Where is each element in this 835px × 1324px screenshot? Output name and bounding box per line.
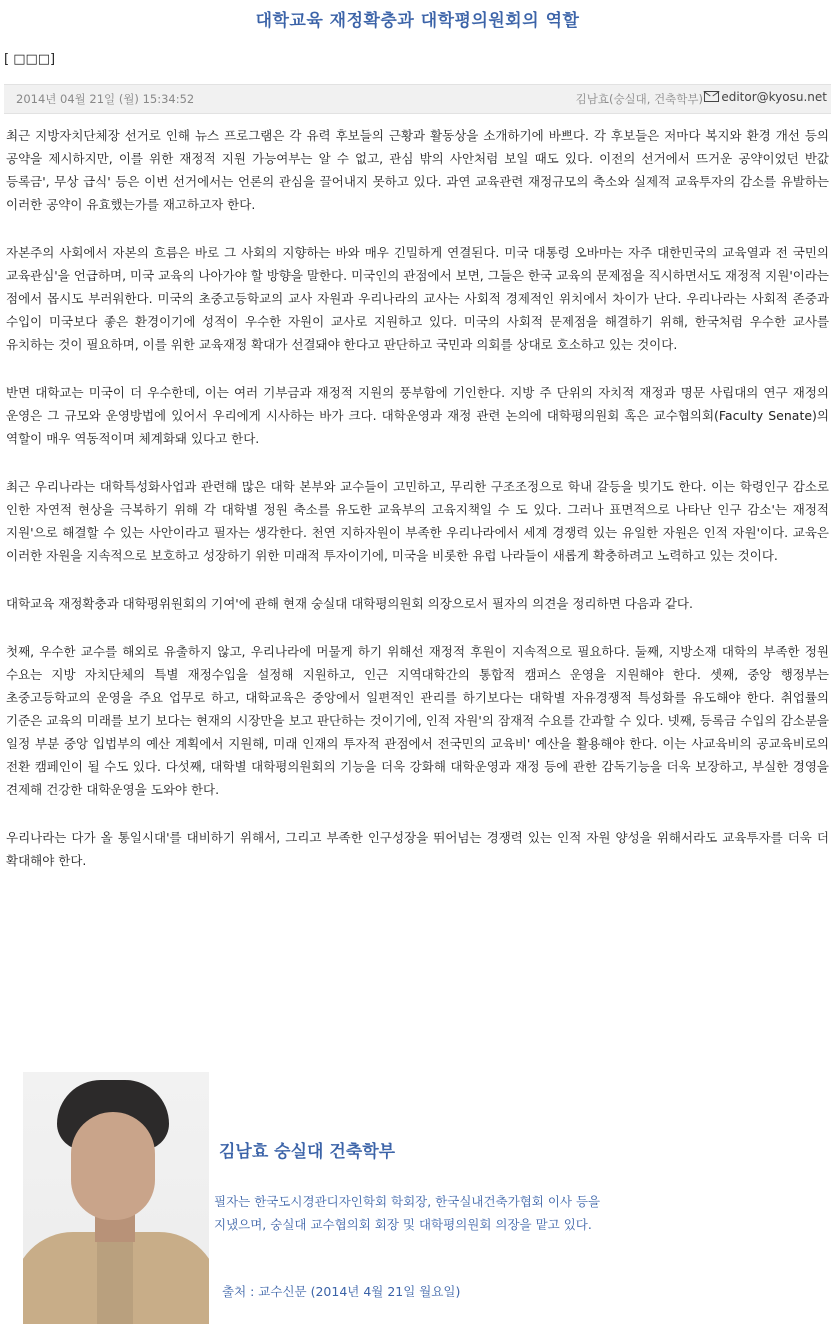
bio-desc-line: 필자는 한국도시경관디자인학회 학회장, 한국실내건축가협회 이사 등을 — [214, 1194, 601, 1209]
paragraph: 반면 대학교는 미국이 더 우수한데, 이는 여러 기부금과 재정적 지원의 풍부함에 기인한다. 지방 주 단위의 자치적 재정과 명문 사립대의 연구 재정의 운영은 그 규모와 운영방법에 있어서 우리에게 시사하는 바가 크다. 대학운영과 재정 관련 논의에 대학평의원회 혹은 교수협의회(Faculty Senate)의 역할이 매우 역동적이며 체계화돼 있다고 한다. — [6, 385, 829, 446]
article-title: 대학교육 재정확충과 대학평의원회의 역할 — [255, 11, 580, 31]
article-category-bracket: [ □□□] — [4, 52, 56, 67]
paragraph: 대학교육 재정확충과 대학평위원회의 기여'에 관해 현재 숭실대 대학평의원회 의장으로서 필자의 의견을 정리하면 다음과 같다. — [6, 596, 693, 611]
paragraph: 첫째, 우수한 교수를 해외로 유출하지 않고, 우리나라에 머물게 하기 위해선 재정적 후원이 지속적으로 필요하다. 둘째, 지방소재 대학의 부족한 정원 수요는 지방 자치단체의 특별 재정수입을 설정해 지원하고, 인근 지역대학간의 통합적 캠퍼스 운영을 지원해야 한다. 셋째, 중앙 행정부는 초중고등학교의 운영을 주요 업무로 하고, 대학교육은 중앙에서 일편적인 관리를 하기보다는 대학별 자유경쟁적 특성화를 유도해야 한다. 취업률의 기준은 교육의 미래를 보기 보다는 현재의 시장만을 보고 판단하는 것이기에, 인적 자원'의 잠재적 수요를 간과할 수 있다. 넷째, 등록금 수입의 감소분을 일정 부분 중앙 입법부의 예산 계획에서 지원해, 미래 인재의 투자적 관점에서 전국민의 교육비' 예산을 활용해야 한다. 이는 사교육비의 공교육비로의 전환 캠페인이 될 수도 있다. 다섯째, 대학별 대학평의원회의 기능을 더욱 강화해 대학운영과 재정 등에 관한 감독기능을 더욱 보장하고, 부실한 경영을 견제해 건강한 대학운영을 도와야 한다. — [6, 644, 829, 797]
article-meta-bar — [4, 84, 831, 114]
paragraph: 최근 우리나라는 대학특성화사업과 관련해 많은 대학 본부와 교수들이 고민하고, 무리한 구조조정으로 학내 갈등을 빚기도 한다. 이는 학령인구 감소로 인한 자연적 현상을 극복하기 위해 각 대학별 정원 축소를 유도한 교육부의 고육지책일 수 도 있다. 그러나 표면적으로 나타난 인구 감소'는 재정적 지원'으로 해결할 수 있는 사안이라고 필자는 생각한다. 천연 지하자원이 부족한 우리나라에서 세계 경쟁력 있는 유일한 자원은 인적 자원'이다. 교육은 이러한 자원을 지속적으로 보호하고 성장하기 위한 미래적 투자이기에, 미국을 비롯한 유럽 나라들이 새롭게 확충하려고 노력하고 있는 것이다. — [6, 479, 829, 563]
bio-description — [214, 1190, 814, 1236]
paragraph: 자본주의 사회에서 자본의 흐름은 바로 그 사회의 지향하는 바와 매우 긴밀하게 연결된다. 미국 대통령 오바마는 자주 대한민국의 교육열과 전 국민의 교육관심'을 언급하며, 미국 교육의 나아가야 할 방향을 말한다. 미국인의 관점에서 보면, 그들은 한국 교육의 문제점을 직시하면서도 재정적 지원'이라는 점에서 몹시도 부러워한다. 미국의 초중고등학교의 교사 자원과 우리나라의 교사는 사회적 경제적인 위치에서 차이가 난다. 우리나라는 사회적 존중과 수입이 미국보다 좋은 환경이기에 성적이 우수한 자원이 교사로 지원하고 있다. 미국의 사회적 문제점을 해결하기 위해, 한국처럼 우수한 교사를 유치하는 것이 필요하며, 이를 위한 교육재정 확대가 선결돼야 한다고 판단하고 국민과 의회를 상대로 호소하고 있는 것이다. — [6, 245, 829, 352]
paragraph: 최근 지방자치단체장 선거로 인해 뉴스 프로그램은 각 유력 후보들의 근황과 활동상을 소개하기에 바쁘다. 각 후보들은 저마다 복지와 환경 개선 등의 공약을 제시하지만, 이를 위한 재정적 지원 가능여부는 알 수 없고, 관심 밖의 사안처럼 보일 때도 있다. 이전의 선거에서 뜨거운 공약이었던 반값 등록금', 무상 급식' 등은 이번 선거에서는 언론의 관심을 끌어내지 못하고 있다. 과연 교육관련 재정규모의 축소와 실제적 교육투자의 감소를 유발하는 이러한 공약이 유효했는가를 재고하고자 한다. — [6, 128, 829, 212]
author-photo — [23, 1072, 209, 1324]
mail-icon — [704, 91, 719, 102]
email-link[interactable] — [704, 90, 827, 104]
article-body — [6, 124, 829, 897]
email-address[interactable]: editor@kyosu.net — [721, 90, 827, 104]
article-source: 출처 : 교수신문 (2014년 4월 21일 월요일) — [222, 1284, 461, 1299]
bio-name: 김남효 숭실대 건축학부 — [219, 1142, 396, 1162]
author-name: 김남효(숭실대, 건축학부) — [575, 92, 703, 106]
publish-date: 2014년 04월 21일 (월) 15:34:52 — [16, 92, 195, 106]
bio-desc-line: 지냈으며, 숭실대 교수협의회 회장 및 대학평의원회 의장을 맡고 있다. — [214, 1217, 592, 1232]
paragraph: 우리나라는 다가 올 통일시대'를 대비하기 위해서, 그리고 부족한 인구성장을 뛰어넘는 경쟁력 있는 인적 자원 양성을 위해서라도 교육투자를 더욱 더 확대해야 한다. — [6, 830, 829, 868]
